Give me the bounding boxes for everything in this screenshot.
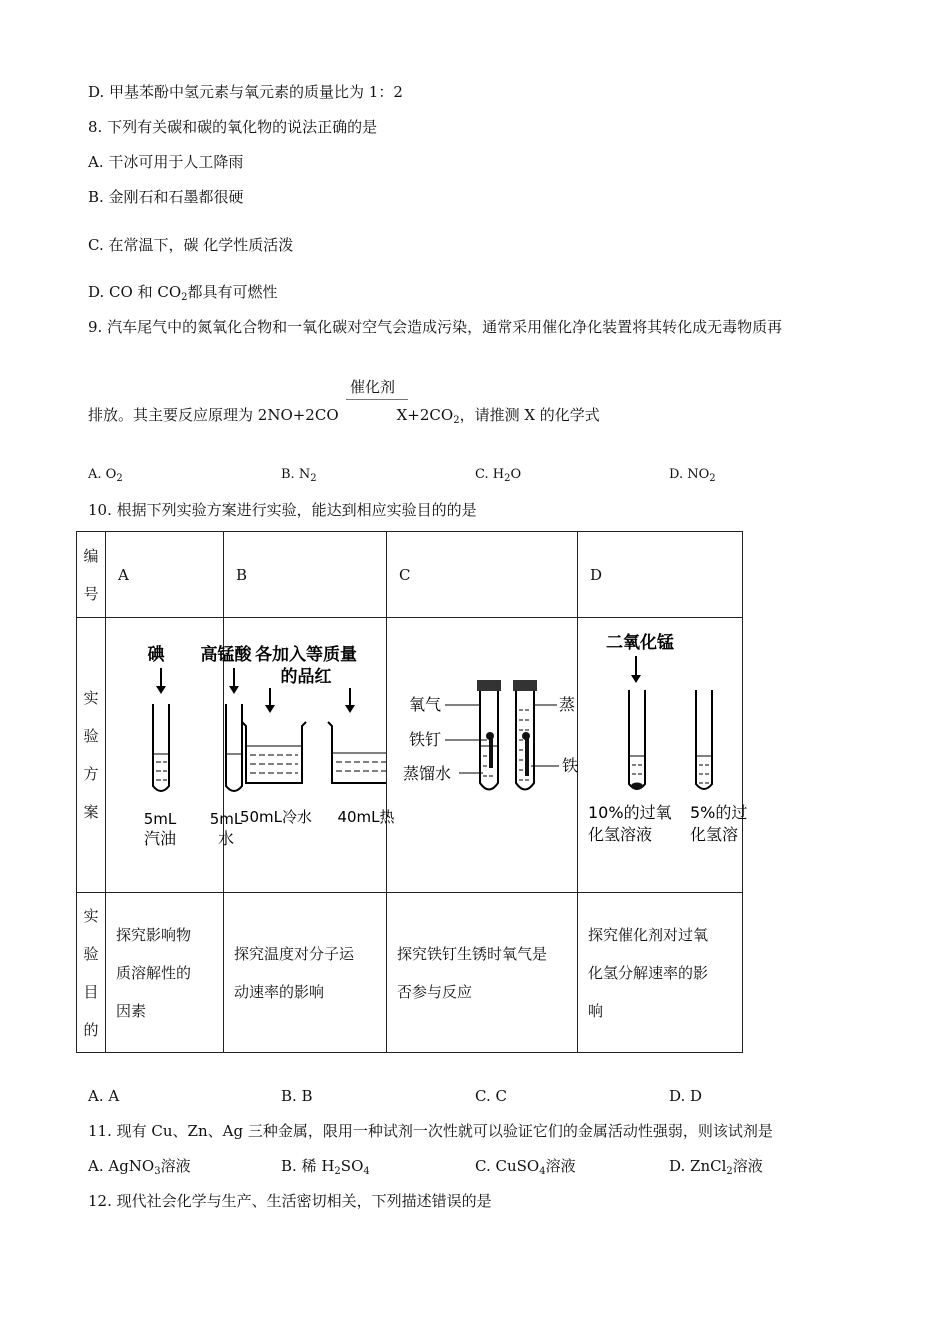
row-label-plan: 实 验 方 案 xyxy=(77,618,106,893)
svg-text:50mL冷水: 50mL冷水 xyxy=(239,808,313,826)
q10-stem: 10. 根据下列实验方案进行实验，能达到相应实验目的的是 xyxy=(88,501,477,519)
svg-text:10%的过氧: 10%的过氧 xyxy=(588,803,672,822)
figure-b xyxy=(224,618,395,888)
svg-text:蒸馏水: 蒸馏水 xyxy=(402,764,452,783)
table-row-id xyxy=(77,532,743,618)
goal-a: 探究影响物 质溶解性的 因素 xyxy=(106,893,224,1053)
figure-c xyxy=(387,618,577,888)
svg-text:铁: 铁 xyxy=(561,756,579,775)
svg-text:汽油: 汽油 xyxy=(143,829,177,848)
goal-d: 探究催化剂对过氧 化氢分解速率的影 响 xyxy=(578,893,743,1053)
q11-option-b: B. 稀 $H_2SO_4$ xyxy=(281,1157,370,1177)
svg-text:各加入等质量: 各加入等质量 xyxy=(255,645,357,665)
header-c: C xyxy=(387,532,578,618)
header-b: B xyxy=(224,532,387,618)
table-row-goal xyxy=(77,893,743,1053)
svg-text:氧气: 氧气 xyxy=(408,695,442,714)
q11-stem: 11. 现有 Cu、Zn、Ag 三种金属，限用一种试剂一次性就可以验证它们的金属活动性强弱，则该试剂是 xyxy=(88,1122,773,1140)
header-d: D xyxy=(578,532,743,618)
row-label-goal: 实 验 目 的 xyxy=(77,893,106,1053)
figure-cell-b xyxy=(224,618,395,893)
q8-stem: 8. 下列有关碳和碳的氧化物的说法正确的是 xyxy=(88,118,378,136)
svg-text:碘: 碘 xyxy=(147,645,165,665)
figure-a xyxy=(106,618,252,888)
q10-option-d: D. D xyxy=(669,1087,703,1105)
q8-option-b: B. 金刚石和石墨都很硬 xyxy=(88,188,244,206)
q9-stem: 9. 汽车尾气中的氮氧化合物和一氧化碳对空气会造成污染，通常采用催化净化装置将其转化成无毒物质再 xyxy=(88,318,783,336)
svg-text:的品红: 的品红 xyxy=(280,667,332,687)
svg-text:40mL热: 40mL热 xyxy=(337,808,395,826)
q11-option-a: A. AgNO$_3$溶液 xyxy=(88,1157,191,1177)
svg-text:水: 水 xyxy=(217,829,235,848)
q9-option-c: C. $H_2O$ xyxy=(475,467,522,484)
goal-c: 探究铁钉生锈时氧气是 否参与反应 xyxy=(387,893,578,1053)
header-a: A xyxy=(106,532,224,618)
q8-option-d: D. CO 和 $CO_2$都具有可燃性 xyxy=(88,283,278,303)
goal-b: 探究温度对分子运 动速率的影响 xyxy=(224,893,387,1053)
q12-stem: 12. 现代社会化学与生产、生活密切相关，下列描述错误的是 xyxy=(88,1192,492,1210)
svg-text:化氢溶: 化氢溶 xyxy=(690,825,739,844)
figure-d xyxy=(578,618,748,888)
q8-option-c: C. 在常温下，碳 化学性质活泼 xyxy=(88,236,294,254)
svg-text:5mL: 5mL xyxy=(209,810,243,828)
reaction-arrow xyxy=(346,399,408,400)
figure-cell-c xyxy=(387,618,578,893)
svg-text:铁钉: 铁钉 xyxy=(408,730,442,749)
svg-text:二氧化锰: 二氧化锰 xyxy=(606,633,674,653)
q9-reaction: 排放。其主要反应原理为 2NO+2CO $X+2CO_2$，请推测 X 的化学式 xyxy=(88,406,600,426)
svg-text:化氢溶液: 化氢溶液 xyxy=(588,825,653,844)
svg-text:高锰酸: 高锰酸 xyxy=(200,645,252,665)
q9-option-a: A. $O_2$ xyxy=(88,467,123,484)
svg-text:5mL: 5mL xyxy=(143,810,177,828)
q7-option-d: D. 甲基苯酚中氢元素与氧元素的质量比为 1：2 xyxy=(88,83,403,101)
row-label-id: 编 号 xyxy=(77,532,106,618)
figure-cell-d xyxy=(578,618,748,893)
q10-option-b: B. B xyxy=(281,1087,313,1105)
q11-option-c: C. CuSO$_4$溶液 xyxy=(475,1157,576,1177)
q8-option-a: A. 干冰可用于人工降雨 xyxy=(88,153,244,171)
svg-text:5%的过: 5%的过 xyxy=(690,803,748,822)
q10-option-a: A. A xyxy=(88,1087,120,1105)
svg-text:蒸: 蒸 xyxy=(558,695,576,714)
q10-option-c: C. C xyxy=(475,1087,507,1105)
q11-option-d: D. ZnCl$_2$溶液 xyxy=(669,1157,763,1177)
q9-option-b: B. $N_2$ xyxy=(281,467,317,484)
figure-cell-a xyxy=(106,618,252,893)
table-row-plan xyxy=(77,618,743,893)
catalyst-label: 催化剂 xyxy=(350,378,396,396)
q9-option-d: D. $NO_2$ xyxy=(669,467,716,484)
experiment-table xyxy=(76,531,748,1053)
